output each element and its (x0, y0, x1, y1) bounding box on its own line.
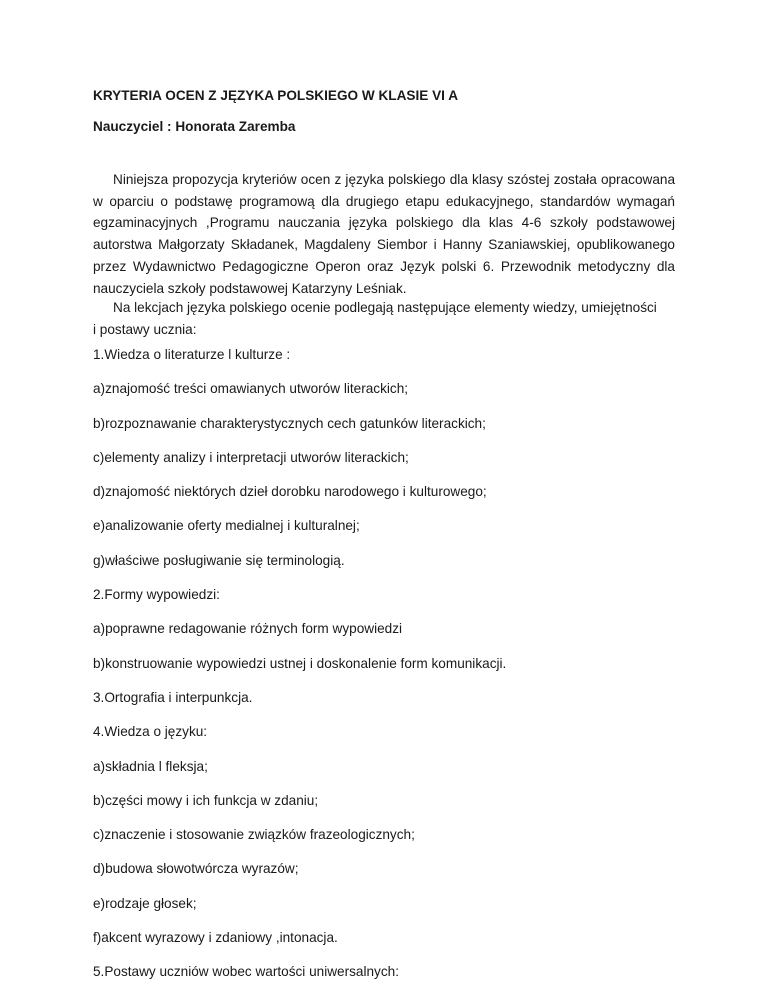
list-item: d)znajomość niektórych dzieł dorobku narodowego i kulturowego; (93, 484, 487, 500)
teacher-line: Nauczyciel : Honorata Zaremba (93, 119, 296, 134)
list-item: a)składnia l fleksja; (93, 758, 208, 774)
list-item: 4.Wiedza o języku: (93, 724, 208, 740)
list-item: b)części mowy i ich funkcja w zdaniu; (93, 792, 319, 808)
list-item: a)poprawne redagowanie różnych form wypowiedzi (93, 621, 403, 637)
list-item: 3.Ortografia i interpunkcja. (93, 689, 253, 705)
list-item: c)elementy analizy i interpretacji utworów literackich; (93, 449, 409, 465)
list-item: e)analizowanie oferty medialnej i kulturalnej; (93, 518, 360, 534)
list-item: c)znaczenie i stosowanie związków frazeologicznych; (93, 827, 415, 843)
list-item: 5.Postawy uczniów wobec wartości uniwersalnych: (93, 964, 399, 980)
criteria-list (93, 345, 506, 997)
list-item: g)właściwe posługiwanie się terminologią. (93, 552, 345, 568)
document-title: KRYTERIA OCEN Z JĘZYKA POLSKIEGO W KLASIE VI A (93, 88, 459, 103)
list-item: 2.Formy wypowiedzi: (93, 587, 220, 603)
list-item: f)akcent wyrazowy i zdaniowy ,intonacja. (93, 930, 338, 946)
list-item: b)konstruowanie wypowiedzi ustnej i doskonalenie form komunikacji. (93, 655, 507, 671)
list-item: b)rozpoznawanie charakterystycznych cech gatunków literackich; (93, 415, 486, 431)
elements-intro-paragraph (93, 297, 693, 340)
elements-intro-line-1: Na lekcjach języka polskiego ocenie podlegają następujące elementy wiedzy, umiejętności (113, 300, 657, 315)
list-item: 1.Wiedza o literaturze l kulturze : (93, 347, 291, 362)
list-item: d)budowa słowotwórcza wyrazów; (93, 861, 299, 877)
list-item: a)znajomość treści omawianych utworów literackich; (93, 381, 409, 397)
list-item: e)rodzaje głosek; (93, 895, 197, 911)
elements-intro-line-2: i postawy ucznia: (93, 321, 197, 337)
intro-paragraph: Niniejsza propozycja kryteriów ocen z języka polskiego dla klasy szóstej została opracowana w oparciu o podstawę programową dla drugiego etapu edukacyjnego, standardów wymagań egzaminacyjnych ,Programu nauczania języka polskiego dla klas 4-6 szkoły podstawowej autorstwa Małgorzaty Składanek, Magdaleny Siembor i Hanny Szaniawskiej, opublikowanego przez Wydawnictwo Pedagogiczne Operon oraz Język polski 6. Przewodnik metodyczny dla nauczyciela szkoły podstawowej Katarzyny Leśniak. (93, 172, 675, 296)
